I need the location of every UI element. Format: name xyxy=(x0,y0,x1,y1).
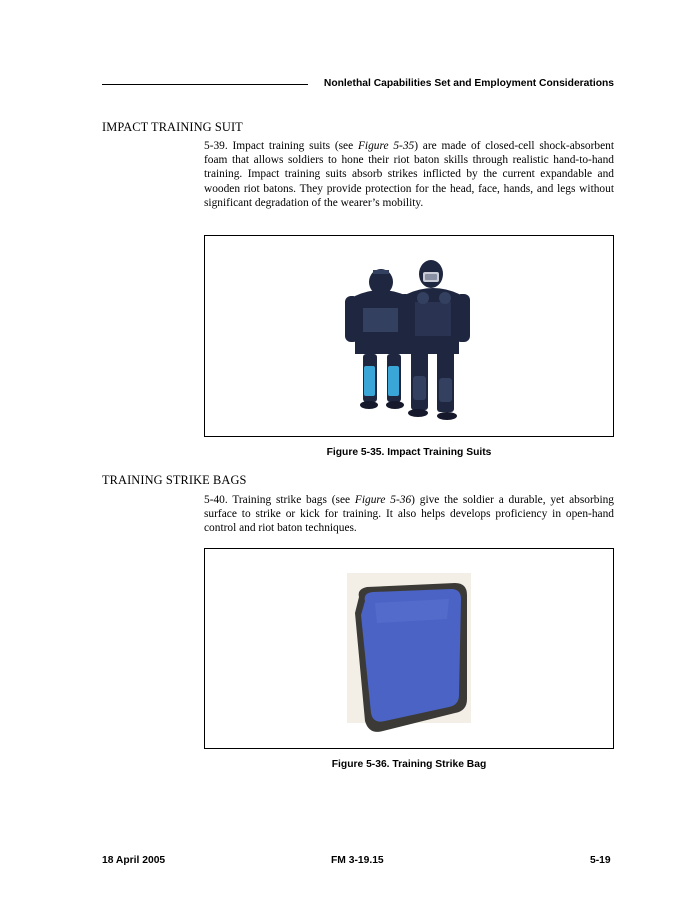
figure-reference-5-35: Figure 5-35 xyxy=(357,140,415,152)
figure-5-36-frame xyxy=(204,548,614,749)
footer-date: 18 April 2005 xyxy=(102,855,166,866)
impact-training-suits-photo xyxy=(205,236,613,436)
paragraph-5-40-start: 5-40. Training strike bags (see xyxy=(204,494,355,506)
training-strike-bag-photo xyxy=(205,549,613,748)
figure-5-35-caption: Figure 5-35. Impact Training Suits xyxy=(326,447,492,458)
figure-5-35-frame xyxy=(204,235,614,437)
paragraph-5-39-start: 5-39. Impact training suits (see xyxy=(204,140,358,152)
footer-page-number: 5-19 xyxy=(590,855,611,866)
section-heading-impact-training-suit: IMPACT TRAINING SUIT xyxy=(102,120,243,134)
suit-figure-front xyxy=(398,260,470,420)
running-header-title: Nonlethal Capabilities Set and Employment Considerations xyxy=(323,78,614,89)
paragraph-5-39-rest: ) are made of closed-cell shock-absorbent foam that allows soldiers to hone their riot baton skills through realistic hand-to-hand training. Impact training suits absorb strikes inflicted by the current expandable and wooden riot batons. They provide protection for the head, face, hands, and legs without significant degradation of the wearer’s mobility. xyxy=(204,140,615,209)
header-rule xyxy=(102,84,308,85)
paragraph-5-40-rest: ) give the soldier a durable, yet absorbing surface to strike or kick for training. It also helps develops proficiency in open-hand control and riot baton techniques. xyxy=(204,494,614,535)
figure-reference-5-36: Figure 5-36 xyxy=(354,494,412,506)
footer-manual-number: FM 3-19.15 xyxy=(331,855,384,866)
section-heading-training-strike-bags: TRAINING STRIKE BAGS xyxy=(102,473,247,487)
figure-5-36-caption: Figure 5-36. Training Strike Bag xyxy=(331,759,487,770)
paragraph-5-40 xyxy=(204,493,614,536)
paragraph-5-39 xyxy=(204,139,614,210)
